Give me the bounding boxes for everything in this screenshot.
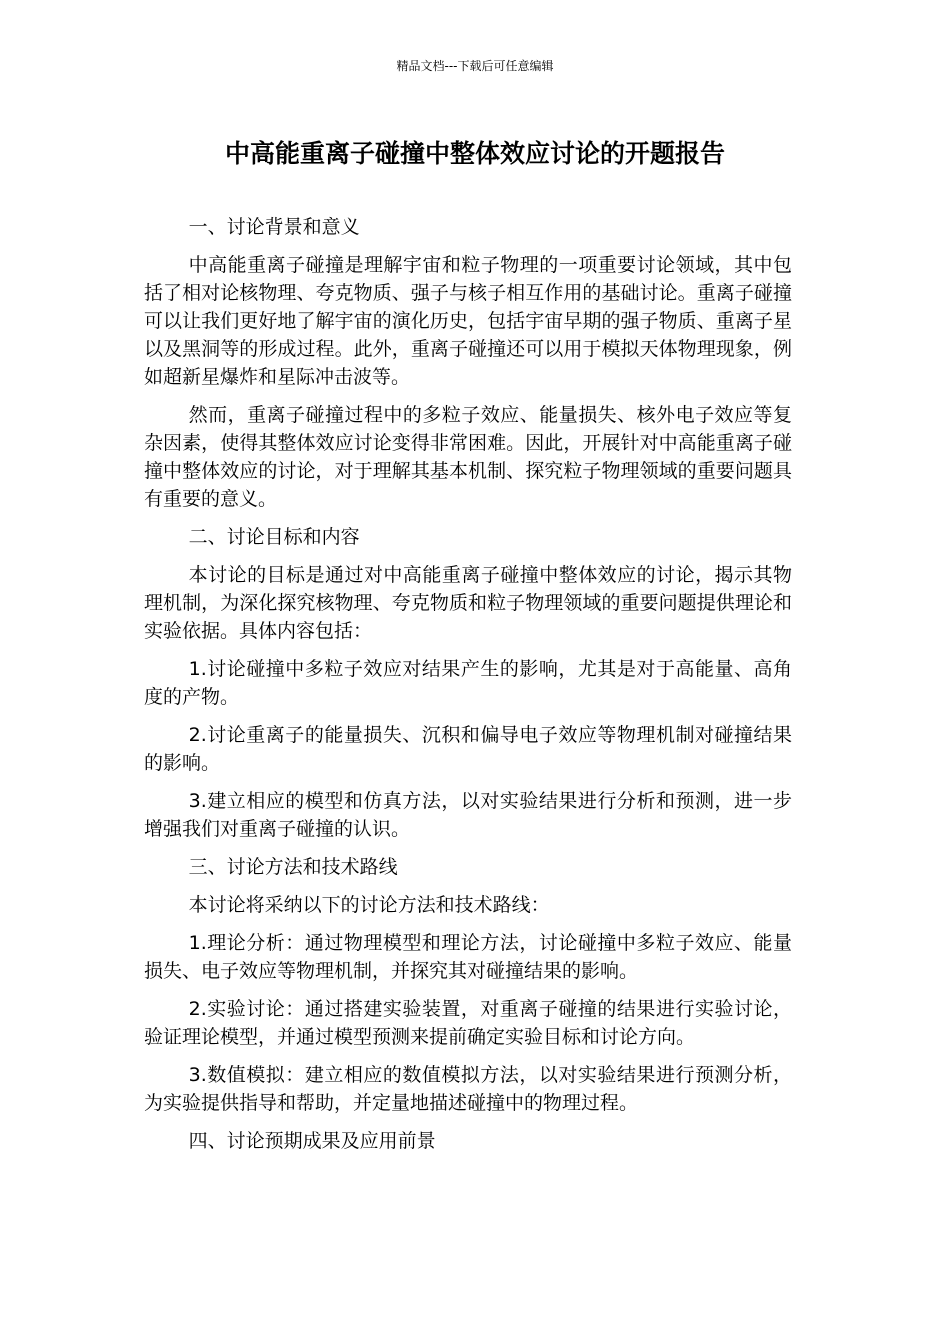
section-heading-methods: 三、讨论方法和技术路线 [188,856,398,878]
paragraph-methods-intro: 本讨论将采纳以下的讨论方法和技术路线： [188,894,550,916]
list-item-method-2: 2.实验讨论：通过搭建实验装置，对重离子碰撞的结果进行实验讨论，验证理论模型，并通过模型预测来提前确定实验目标和讨论方向。 [144,998,792,1048]
list-item-method-3: 3.数值模拟：建立相应的数值模拟方法，以对实验结果进行预测分析，为实验提供指导和帮助，并定量地描述碰撞中的物理过程。 [144,1064,792,1114]
section-heading-background: 一、讨论背景和意义 [188,216,360,238]
paragraph-background-difficulty: 然而，重离子碰撞过程中的多粒子效应、能量损失、核外电子效应等复杂因素，使得其整体效应讨论变得非常困难。因此，开展针对中高能重离子碰撞中整体效应的讨论，对于理解其基本机制、探究粒子物理领域的重要问题具有重要的意义。 [144,404,792,510]
section-heading-outcomes: 四、讨论预期成果及应用前景 [188,1130,436,1152]
list-item-objective-1: 1.讨论碰撞中多粒子效应对结果产生的影响，尤其是对于高能量、高角度的产物。 [144,658,792,708]
document-title: 中高能重离子碰撞中整体效应讨论的开题报告 [224,139,725,168]
list-item-objective-2: 2.讨论重离子的能量损失、沉积和偏导电子效应等物理机制对碰撞结果的影响。 [144,724,792,774]
document-body [144,213,792,1165]
paragraph-objectives-intro: 本讨论的目标是通过对中高能重离子碰撞中整体效应的讨论，揭示其物理机制，为深化探究核物理、夸克物质和粒子物理领域的重要问题提供理论和实验依据。具体内容包括： [144,564,792,642]
list-item-objective-3: 3.建立相应的模型和仿真方法，以对实验结果进行分析和预测，进一步增强我们对重离子碰撞的认识。 [144,790,792,840]
paragraph-background-intro: 中高能重离子碰撞是理解宇宙和粒子物理的一项重要讨论领域，其中包括了相对论核物理、夸克物质、强子与核子相互作用的基础讨论。重离子碰撞可以让我们更好地了解宇宙的演化历史，包括宇宙早期的强子物质、重离子星以及黑洞等的形成过程。此外，重离子碰撞还可以用于模拟天体物理现象，例如超新星爆炸和星际冲击波等。 [144,254,792,388]
page-header-note: 精品文档---下载后可任意编辑 [396,59,554,73]
list-item-method-1: 1.理论分析：通过物理模型和理论方法，讨论碰撞中多粒子效应、能量损失、电子效应等物理机制，并探究其对碰撞结果的影响。 [144,932,792,982]
section-heading-objectives: 二、讨论目标和内容 [188,526,360,548]
